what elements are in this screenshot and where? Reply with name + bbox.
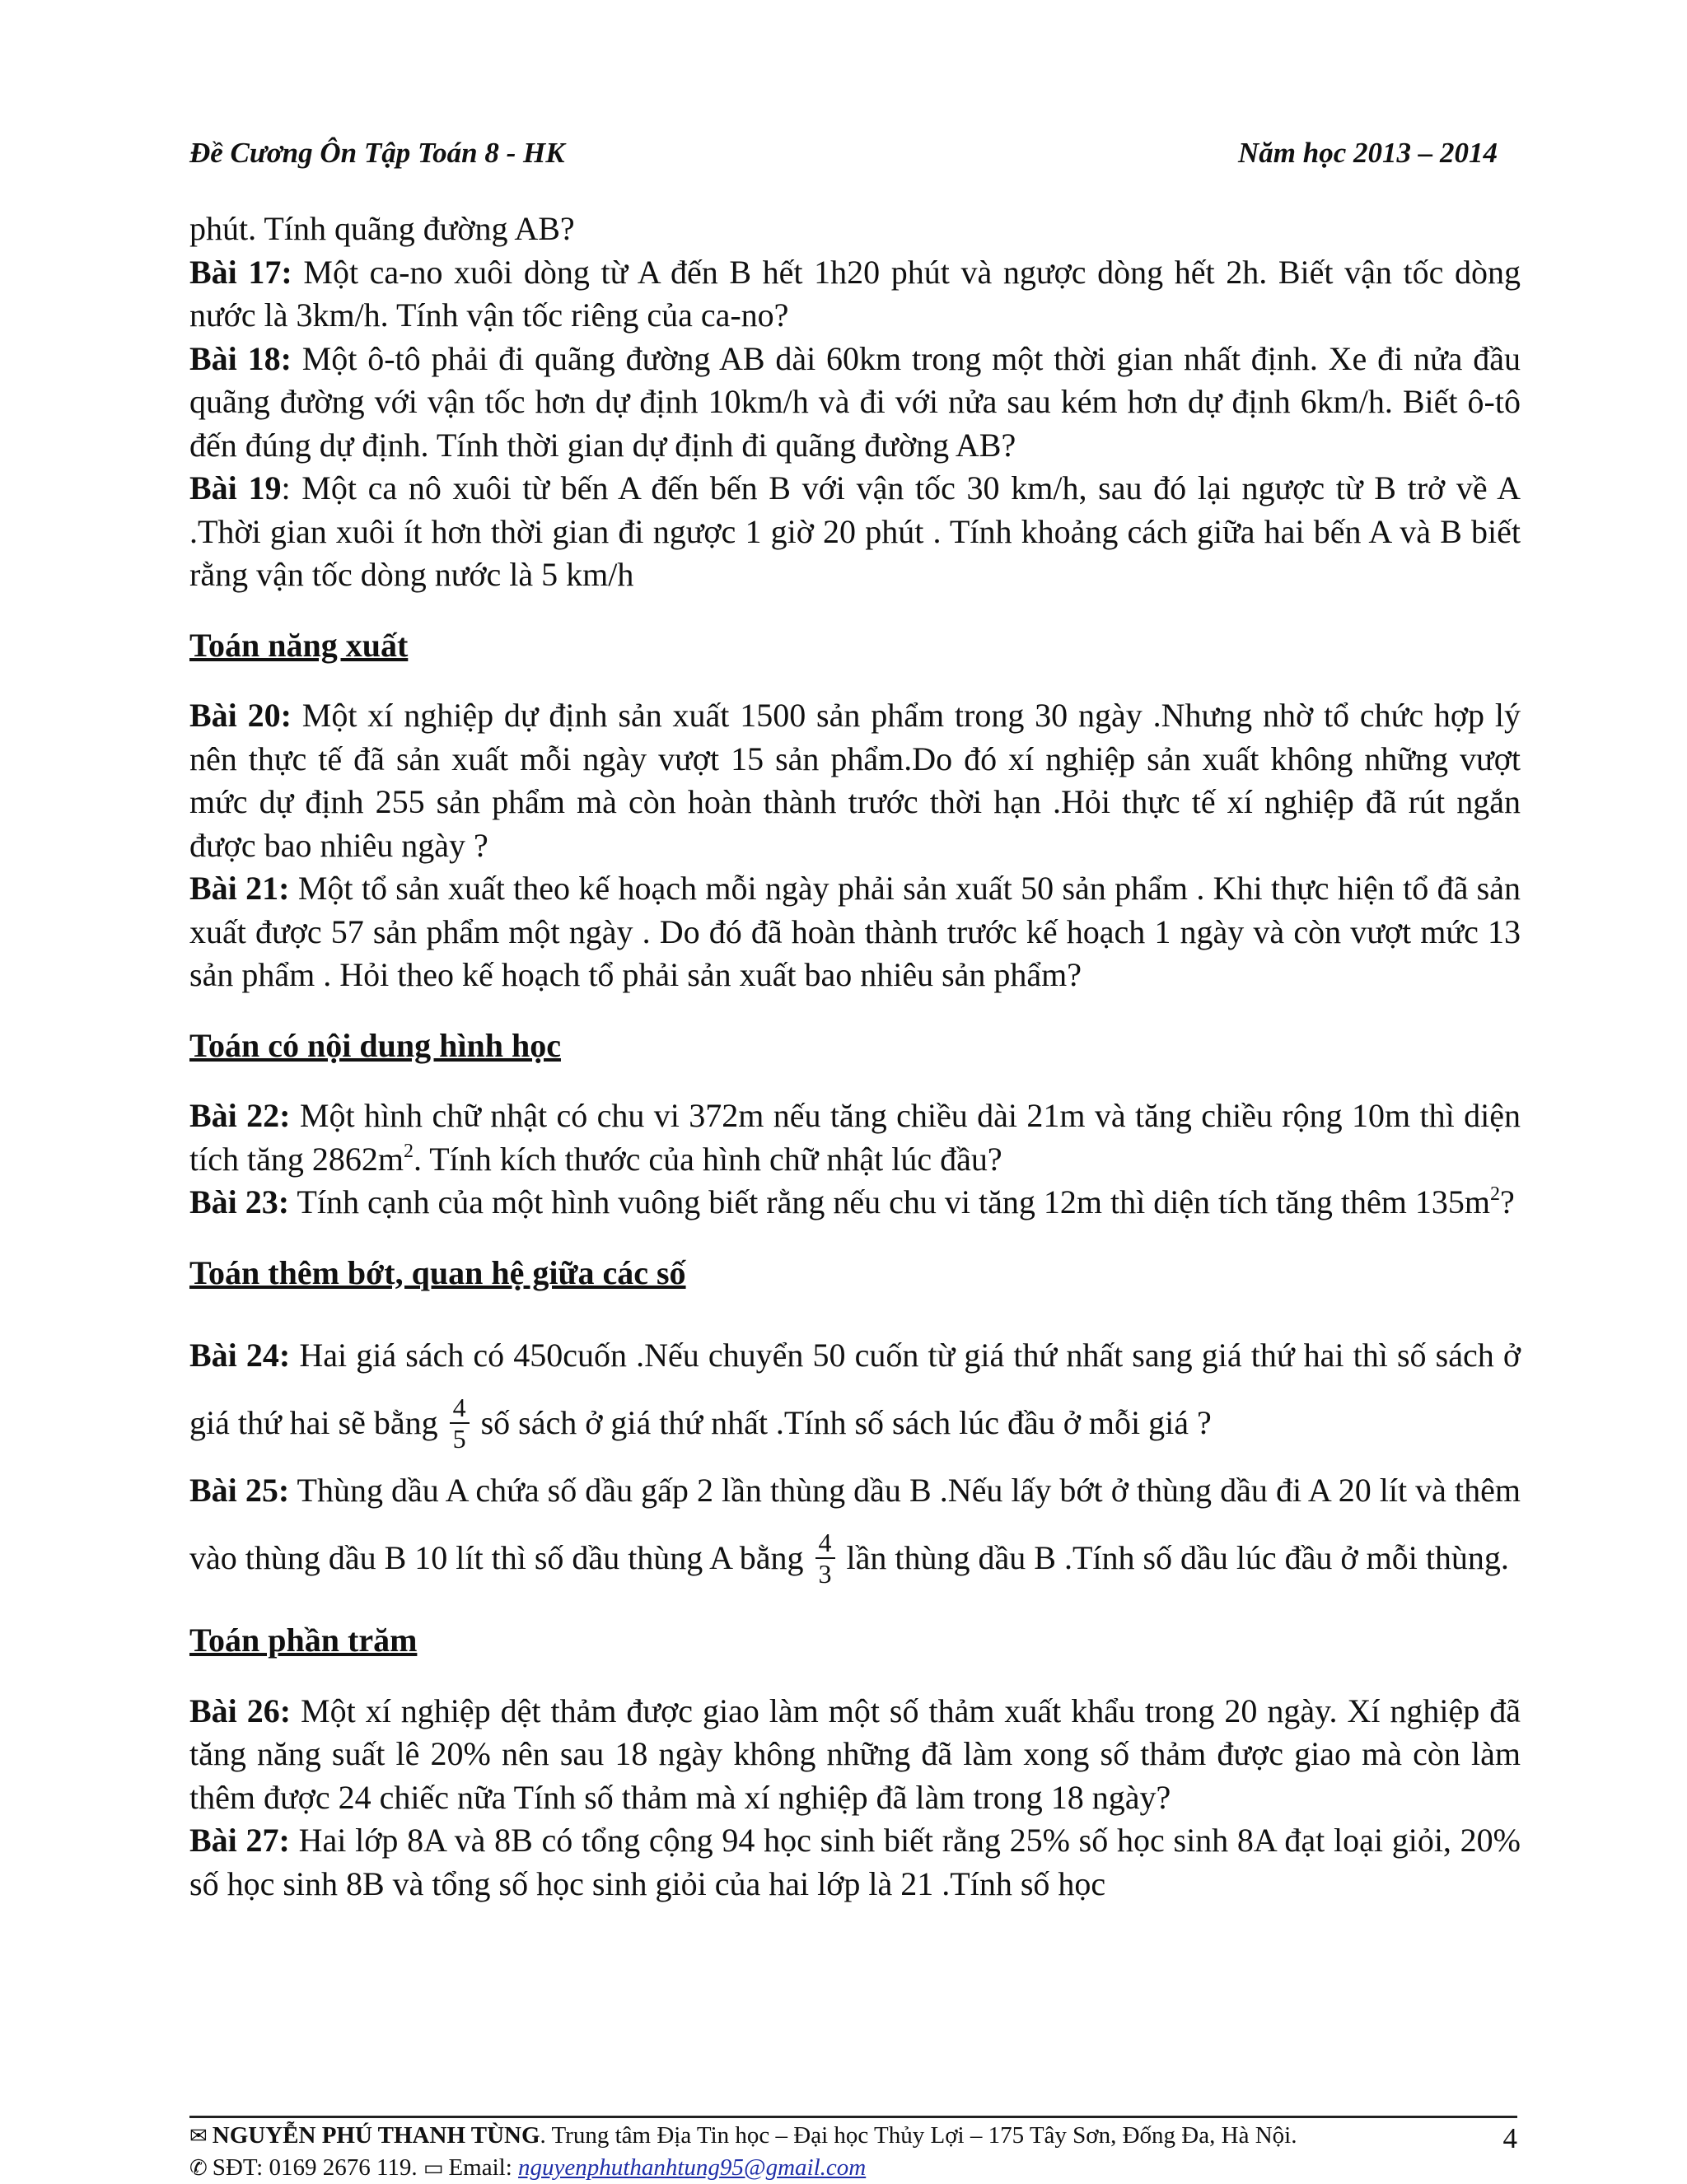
document-body — [189, 208, 1521, 1906]
exercise-label: Bài 17: — [189, 253, 292, 291]
footer-divider — [189, 2116, 1517, 2118]
exercise-label: Bài 20: — [189, 697, 292, 734]
exercise-text: Một tổ sản xuất theo kế hoạch mỗi ngày phải sản xuất 50 sản phẩm . Khi thực hiện tổ đã sản xuất được 57 sản phẩm một ngày . Do đó đã hoàn thành trước kế hoạch 1 ngày và còn vượt mức 13 sản phẩm . Hỏi theo kế hoạch tổ phải sản xuất bao nhiêu sản phẩm? — [189, 870, 1521, 993]
page-number: 4 — [1502, 2122, 1517, 2154]
school-year: Năm học 2013 – 2014 — [1238, 137, 1498, 169]
author-name: NGUYỄN PHÚ THANH TÙNG — [212, 2122, 540, 2149]
exercise-text: Một xí nghiệp dệt thảm được giao làm một số thảm xuất khẩu trong 20 ngày. Xí nghiệp đã tăng năng suất lê 20% nên sau 18 ngày không những đã làm xong số thảm được giao mà còn làm thêm được 24 chiếc nữa Tính số thảm mà xí nghiệp đã làm trong 18 ngày? — [189, 1692, 1521, 1816]
intro-text: phút. Tính quãng đường AB? — [189, 210, 575, 247]
fraction-denominator: 5 — [452, 1423, 466, 1454]
email-link[interactable]: nguyenphuthanhtung95@gmail.com — [518, 2154, 867, 2181]
exercise-19 — [189, 467, 1521, 597]
exercise-24 — [189, 1322, 1521, 1457]
fraction-numerator: 4 — [450, 1393, 470, 1424]
section-heading-productivity: Toán năng xuất — [189, 626, 409, 664]
exercise-text: Hai giá sách có 450cuốn .Nếu chuyển 50 cuốn từ giá thứ nhất sang giá thứ hai thì số sách ở giá thứ hai sẽ bằng — [189, 1337, 1521, 1441]
exercise-text: Tính cạnh của một hình vuông biết rằng nếu chu vi tăng 12m thì diện tích tăng thêm 135m — [289, 1183, 1490, 1220]
superscript: 2 — [1490, 1183, 1500, 1205]
page-header — [189, 137, 1498, 178]
exercise-text: Hai lớp 8A và 8B có tổng cộng 94 học sinh biết rằng 25% số học sinh 8A đạt loại giỏi, 20% số học sinh 8B và tổng số học sinh giỏi của hai lớp là 21 .Tính số học — [189, 1822, 1521, 1902]
section-heading-geometry: Toán có nội dung hình học — [189, 1026, 561, 1064]
author-affiliation: . Trung tâm Địa Tin học – Đại học Thủy Lợi – 175 Tây Sơn, Đống Đa, Hà Nội. — [540, 2122, 1297, 2149]
envelope-icon: ✉ — [189, 2124, 208, 2149]
exercise-20 — [189, 694, 1521, 867]
exercise-21 — [189, 867, 1521, 997]
exercise-label: Bài 23: — [189, 1183, 290, 1220]
exercise-text: Một hình chữ nhật có chu vi 372m nếu tăng chiều dài 21m và tăng chiều rộng 10m thì diện tích tăng 2862m — [189, 1097, 1521, 1178]
exercise-18 — [189, 338, 1521, 468]
exercise-25 — [189, 1457, 1521, 1592]
exercise-22 — [189, 1094, 1521, 1181]
exercise-text: Một xí nghiệp dự định sản xuất 1500 sản phẩm trong 30 ngày .Nhưng nhờ tổ chức hợp lý nên thực tế đã sản xuất mỗi ngày vượt 15 sản phẩm.Do đó xí nghiệp sản xuất không những vượt mức dự định 255 sản phẩm mà còn hoàn thành trước thời hạn .Hỏi thực tế xí nghiệp đã rút ngắn được bao nhiêu ngày ? — [189, 697, 1521, 864]
exercise-text: Một ca-no xuôi dòng từ A đến B hết 1h20 phút và ngược dòng hết 2h. Biết vận tốc dòng nước là 3km/h. Tính vận tốc riêng của ca-no? — [189, 253, 1521, 334]
page-footer — [189, 2120, 1517, 2184]
exercise-17 — [189, 251, 1521, 338]
exercise-text: lần thùng dầu B .Tính số dầu lúc đầu ở mỗi thùng. — [846, 1539, 1509, 1576]
exercise-text: ? — [1500, 1183, 1515, 1220]
exercise-label: Bài 21: — [189, 870, 290, 907]
exercise-text: . Tính kích thước của hình chữ nhật lúc đầu? — [413, 1140, 1002, 1178]
document-title: Đề Cương Ôn Tập Toán 8 - HK — [189, 137, 565, 169]
section-heading-add-subtract: Toán thêm bớt, quan hệ giữa các số — [189, 1253, 686, 1291]
phone-number: SĐT: 0169 2676 119. — [212, 2154, 423, 2181]
exercise-23 — [189, 1181, 1521, 1225]
fraction — [450, 1393, 470, 1454]
exercise-label: Bài 19 — [189, 469, 282, 506]
exercise-text: : Một ca nô xuôi từ bến A đến bến B với vận tốc 30 km/h, sau đó lại ngược từ B trở về A .Thời gian xuôi ít hơn thời gian đi ngược 1 giờ 20 phút . Tính khoảng cách giữa hai bến A và B biết rằng vận tốc dòng nước là 5 km/h — [189, 469, 1521, 593]
exercise-27 — [189, 1819, 1521, 1906]
exercise-text: số sách ở giá thứ nhất .Tính số sách lúc đầu ở mỗi giá ? — [480, 1404, 1212, 1441]
fraction-denominator: 3 — [818, 1558, 832, 1589]
exercise-label: Bài 22: — [189, 1097, 291, 1134]
exercise-label: Bài 25: — [189, 1472, 290, 1509]
phone-icon: ✆ — [189, 2156, 208, 2181]
exercise-text: Một ô-tô phải đi quãng đường AB dài 60km trong một thời gian nhất định. Xe đi nửa đầu quãng đường với vận tốc hơn dự định 10km/h và đi với nửa sau kém hơn dự định 6km/h. Biết ô-tô đến đúng dự định. Tính thời gian dự định đi quãng đường AB? — [189, 339, 1521, 464]
exercise-26 — [189, 1690, 1521, 1820]
superscript: 2 — [403, 1140, 414, 1162]
exercise-label: Bài 24: — [189, 1337, 291, 1374]
computer-icon: ▭ — [423, 2156, 444, 2181]
exercise-label: Bài 27: — [189, 1822, 290, 1859]
fraction — [815, 1528, 835, 1589]
exercise-text: Thùng dầu A chứa số dầu gấp 2 lần thùng dầu B .Nếu lấy bớt ở thùng dầu đi A 20 lít và thêm vào thùng dầu B 10 lít thì số dầu thùng A bằng — [189, 1472, 1521, 1576]
fraction-numerator: 4 — [815, 1528, 835, 1559]
section-heading-percent: Toán phần trăm — [189, 1622, 418, 1659]
email-label: Email: — [448, 2154, 519, 2181]
exercise-label: Bài 18: — [189, 339, 292, 377]
exercise-label: Bài 26: — [189, 1692, 292, 1729]
contact-line — [189, 2152, 1517, 2184]
